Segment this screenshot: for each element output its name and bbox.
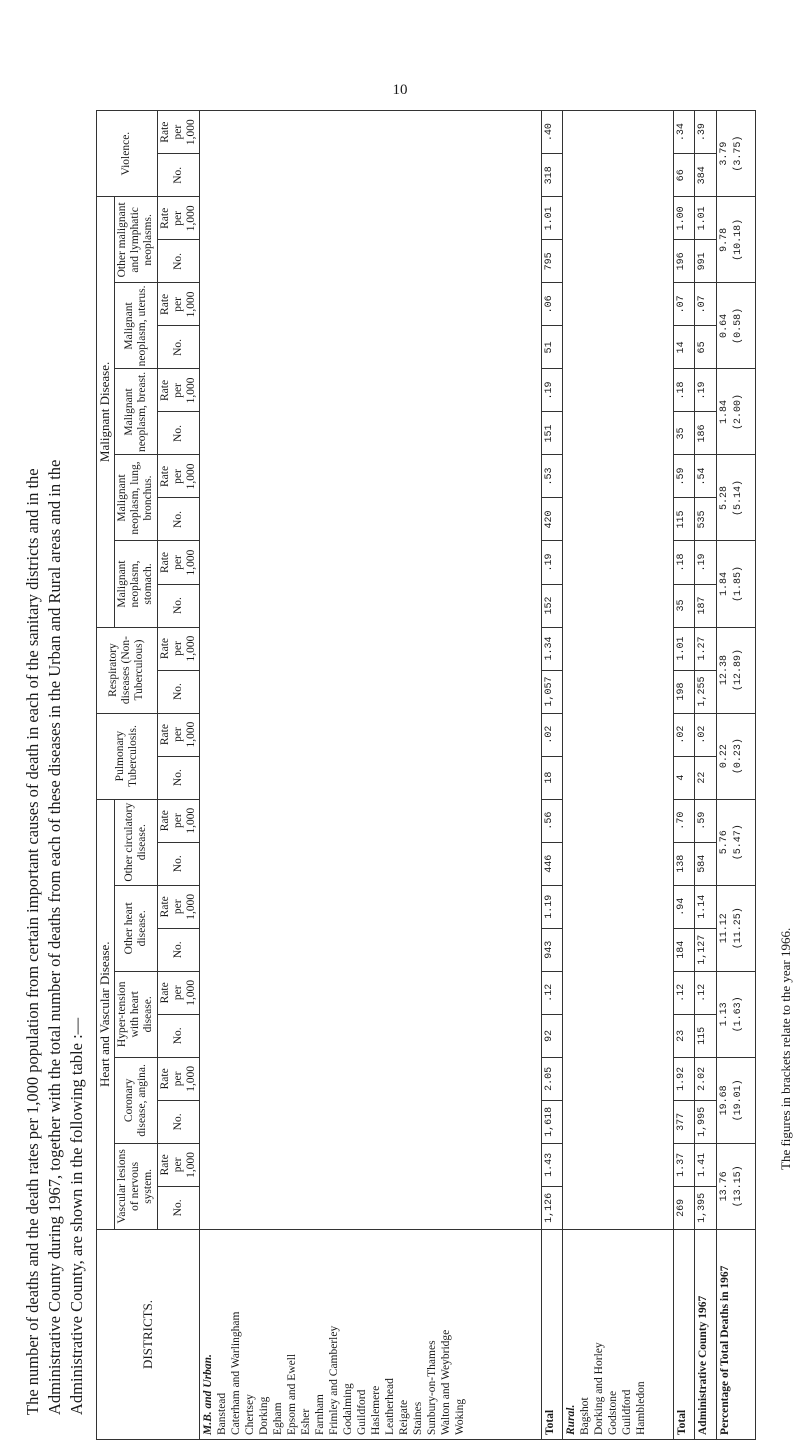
rural-total-cell: 4 [673,756,695,799]
rural-district-row [563,111,673,1440]
rate-header: Rate per 1,000 [157,541,200,584]
percentage-previous-year: (0.23) [732,738,744,775]
urban-district-name: Guildford [356,1389,369,1435]
rural-district-names [578,1232,648,1435]
percentage-cell [716,369,755,455]
urban-total-cell: 1.19 [541,885,563,928]
no-header: No. [157,1100,200,1143]
percentage-previous-year: (1.63) [732,996,744,1033]
county-total-cell: 1,127 [695,928,717,971]
county-total-cell: .54 [695,455,717,498]
title-line-3: Administrative County, are shown in the following table :— [67,1017,86,1415]
no-header: No. [157,498,200,541]
urban-district-row [200,111,541,1440]
rate-header: Rate per 1,000 [157,1143,200,1186]
rural-total-cell: 35 [673,584,695,627]
percentage-value: 1.84 [718,572,730,597]
county-total-cell: 1.41 [695,1143,717,1186]
percentage-cell [716,713,755,799]
no-header: No. [157,1014,200,1057]
other-malig-header: Other malignant and lymphatic neoplasms. [114,197,157,283]
heart-group-header: Heart and Vascular Disease. [97,799,115,1229]
percentage-cell [716,885,755,971]
county-total-cell: .39 [695,111,717,154]
no-header: No. [157,154,200,197]
no-header: No. [157,584,200,627]
percentage-value: 13.76 [718,1171,730,1202]
urban-district-name: Woking [454,1398,467,1435]
rural-district-name: Godstone [607,1390,620,1435]
rural-total-cell: .34 [673,111,695,154]
urban-total-cell: 943 [541,928,563,971]
county-total-cell: 187 [695,584,717,627]
resp-header: Respiratory diseases (Non-Tuberculous) [97,627,158,713]
rural-total-cell: 115 [673,498,695,541]
title-line-2: Administrative County during 1967, together with the total number of deaths from each of these diseases in the Urban and Rural areas and in the [45,459,64,1415]
hyper-header: Hyper-tension with heart disease. [114,971,157,1057]
percentage-cell [716,111,755,197]
rural-total-cell: 1.92 [673,1057,695,1100]
no-header: No. [157,412,200,455]
urban-total-cell: 795 [541,240,563,283]
percentage-label: Percentage of Total Deaths in 1967 [716,1229,755,1439]
percentage-value: 3.79 [718,141,730,166]
rural-total-cell: .07 [673,283,695,326]
county-total-cell: 1.14 [695,885,717,928]
table-title [22,75,88,1415]
urban-total-cell: .12 [541,971,563,1014]
rural-district-name: Dorking and Horley [593,1342,606,1435]
urban-district-name: Farnham [314,1394,327,1435]
rate-header: Rate per 1,000 [157,713,200,756]
other-circ-header: Other circulatory disease. [114,799,157,885]
county-total-cell: 1,995 [695,1100,717,1143]
pulm-tb-header: Pulmonary Tuberculosis. [97,713,158,799]
other-heart-header: Other heart disease. [114,885,157,971]
rural-total-row [673,111,695,1440]
urban-total-cell: .06 [541,283,563,326]
county-total-cell: 2.02 [695,1057,717,1100]
urban-total-cell: 446 [541,842,563,885]
percentage-cell [716,799,755,885]
rural-total-cell: 377 [673,1100,695,1143]
rural-total-label: Total [673,1229,695,1439]
no-header: No. [157,756,200,799]
percentage-previous-year: (12.89) [732,649,744,692]
percentage-previous-year: (5.47) [732,824,744,861]
rural-total-cell: 269 [673,1186,695,1229]
urban-district-name: Walton and Weybridge [440,1329,453,1435]
rural-district-list [563,1229,673,1439]
urban-total-cell: 18 [541,756,563,799]
urban-total-cell: 1,057 [541,670,563,713]
urban-total-cell: 51 [541,326,563,369]
no-header: No. [157,326,200,369]
no-header: No. [157,240,200,283]
percentage-previous-year: (19.01) [732,1079,744,1122]
county-total-cell: 22 [695,756,717,799]
percentage-previous-year: (5.14) [732,479,744,516]
percentage-value: 1.13 [718,1002,730,1027]
county-total-cell: .07 [695,283,717,326]
mortality-table-rotated [96,110,756,1440]
rural-total-cell: 184 [673,928,695,971]
title-line-1: The number of deaths and the death rates per 1,000 population from certain important causes of death in each of the sanitary districts and in the [23,468,42,1415]
county-total-cell: 584 [695,842,717,885]
urban-section-label: M.B. and Urban. [202,1354,215,1435]
rural-total-cell: .59 [673,455,695,498]
percentage-cell [716,283,755,369]
rural-values-placeholder [563,111,673,1230]
percentage-cell [716,1143,755,1229]
percentage-previous-year: (1.85) [732,566,744,603]
percentage-value: 0.22 [718,744,730,769]
urban-total-cell: .40 [541,111,563,154]
urban-total-cell: 152 [541,584,563,627]
rural-total-cell: .02 [673,713,695,756]
rate-header: Rate per 1,000 [157,627,200,670]
percentage-value: 9.78 [718,227,730,252]
percentage-value: 11.12 [718,913,730,944]
footnote: The figures in brackets relate to the year 1966. [778,927,793,1170]
urban-district-name: Staines [412,1401,425,1435]
rural-total-cell: 1.00 [673,197,695,240]
county-total-cell: 384 [695,154,717,197]
rural-total-cell: .94 [673,885,695,928]
urban-values-placeholder [200,111,541,1230]
rural-total-cell: 14 [673,326,695,369]
rural-total-cell: .12 [673,971,695,1014]
rural-section-label: Rural. [565,1404,578,1435]
breast-header: Malignant neoplasm, breast. [114,369,157,455]
rural-total-cell: .18 [673,369,695,412]
urban-total-cell: .02 [541,713,563,756]
rural-total-cell: 1.37 [673,1143,695,1186]
rate-header: Rate per 1,000 [157,455,200,498]
no-header: No. [157,842,200,885]
urban-total-row [541,111,563,1440]
percentage-value: 1.84 [718,399,730,424]
urban-district-name: Dorking [258,1396,271,1435]
percentage-row [716,111,755,1440]
urban-total-cell: 92 [541,1014,563,1057]
districts-header: DISTRICTS. [97,1229,200,1439]
urban-total-cell: 1,618 [541,1100,563,1143]
stomach-header: Malignant neoplasm, stomach. [114,541,157,627]
rural-total-cell: 138 [673,842,695,885]
urban-total-label: Total [541,1229,563,1439]
urban-district-name: Epsom and Ewell [286,1353,299,1435]
rural-total-cell: 35 [673,412,695,455]
urban-district-list [200,1229,541,1439]
rural-district-name: Hambledon [635,1381,648,1435]
coronary-header: Coronary disease, angina. [114,1057,157,1143]
rural-total-cell: 196 [673,240,695,283]
rate-header: Rate per 1,000 [157,885,200,928]
urban-total-cell: 1.43 [541,1143,563,1186]
mortality-table [96,110,756,1440]
rate-header: Rate per 1,000 [157,111,200,154]
urban-total-cell: 318 [541,154,563,197]
rural-total-cell: 66 [673,154,695,197]
urban-district-name: Godalming [342,1383,355,1435]
percentage-previous-year: (10.18) [732,218,744,261]
county-total-cell: 535 [695,498,717,541]
group-header-row [97,111,115,1440]
percentage-cell [716,1057,755,1143]
percentage-previous-year: (13.15) [732,1165,744,1208]
county-total-cell: .59 [695,799,717,842]
percentage-cell [716,541,755,627]
urban-total-cell: .19 [541,369,563,412]
no-header: No. [157,1186,200,1229]
rural-total-cell: .18 [673,541,695,584]
rural-total-cell: 1.01 [673,627,695,670]
urban-district-name: Frimley and Camberley [328,1325,341,1435]
county-total-cell: .12 [695,971,717,1014]
urban-total-cell: 1,126 [541,1186,563,1229]
lung-header: Malignant neoplasm, lung, bronchus. [114,455,157,541]
percentage-cell [716,455,755,541]
urban-total-cell: 420 [541,498,563,541]
county-total-cell: 991 [695,240,717,283]
percentage-previous-year: (0.58) [732,307,744,344]
malignant-group-header: Malignant Disease. [97,197,115,627]
percentage-previous-year: (2.00) [732,393,744,430]
percentage-value: 5.28 [718,485,730,510]
no-header: No. [157,670,200,713]
rate-header: Rate per 1,000 [157,369,200,412]
percentage-value: 0.64 [718,313,730,338]
uterus-header: Malignant neoplasm, uterus. [114,283,157,369]
county-total-cell: .02 [695,713,717,756]
rural-total-cell: 198 [673,670,695,713]
urban-district-name: Reigate [398,1399,411,1435]
county-total-cell: 1,395 [695,1186,717,1229]
urban-district-name: Caterham and Warlingham [230,1311,243,1435]
percentage-value: 19.68 [718,1085,730,1116]
urban-total-cell: .19 [541,541,563,584]
urban-district-name: Egham [272,1402,285,1435]
percentage-previous-year: (3.75) [732,135,744,172]
county-total-cell: 186 [695,412,717,455]
violence-header: Violence. [97,111,158,197]
percentage-cell [716,971,755,1057]
urban-total-cell: 1.01 [541,197,563,240]
rate-header: Rate per 1,000 [157,799,200,842]
county-total-cell: 65 [695,326,717,369]
rural-district-name: Guildford [621,1389,634,1435]
urban-total-cell: 151 [541,412,563,455]
no-header: No. [157,928,200,971]
urban-district-names [215,1232,467,1435]
rate-header: Rate per 1,000 [157,971,200,1014]
county-total-cell: .19 [695,541,717,584]
county-total-cell: 1.01 [695,197,717,240]
percentage-value: 5.76 [718,830,730,855]
percentage-value: 12.38 [718,655,730,686]
county-total-cell: 115 [695,1014,717,1057]
urban-district-name: Esher [300,1408,313,1435]
county-total-cell: .19 [695,369,717,412]
county-total-label: Administrative County 1967 [695,1229,717,1439]
urban-district-name: Haslemere [370,1385,383,1435]
urban-total-cell: 2.05 [541,1057,563,1100]
percentage-cell [716,197,755,283]
county-total-cell: 1,255 [695,670,717,713]
page-number: 10 [392,82,408,98]
urban-total-cell: .53 [541,455,563,498]
rate-header: Rate per 1,000 [157,1057,200,1100]
urban-district-name: Banstead [216,1392,229,1435]
rate-header: Rate per 1,000 [157,197,200,240]
rural-total-cell: 23 [673,1014,695,1057]
vascular-header: Vascular lesions of nervous system. [114,1143,157,1229]
urban-total-cell: .56 [541,799,563,842]
rate-header: Rate per 1,000 [157,283,200,326]
county-total-cell: 1.27 [695,627,717,670]
urban-district-name: Chertsey [244,1394,257,1435]
county-total-row [695,111,717,1440]
urban-district-name: Sunbury-on-Thames [426,1340,439,1435]
percentage-previous-year: (11.25) [732,907,744,950]
urban-total-cell: 1.34 [541,627,563,670]
urban-district-name: Leatherhead [384,1378,397,1435]
rural-total-cell: .70 [673,799,695,842]
percentage-cell [716,627,755,713]
rural-district-name: Bagshot [579,1397,592,1435]
